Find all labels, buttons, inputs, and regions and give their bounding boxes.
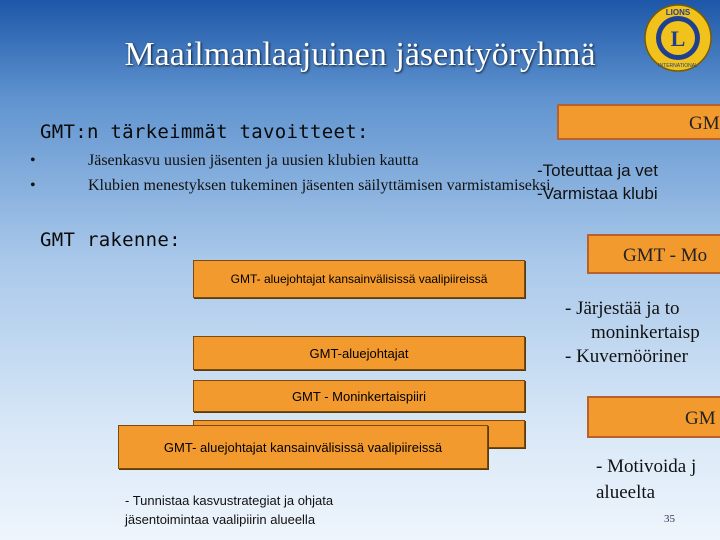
page-number: 35 [664, 513, 675, 525]
right-box-2: GMT - Mo [587, 234, 720, 274]
logo-letter: L [670, 26, 686, 51]
right-box-2-line: - Kuvernööriner [565, 346, 688, 367]
structure-box-international: GMT- aluejohtajat kansainvälisissä vaalipiireissä [193, 260, 525, 298]
right-box-1-line: -Varmistaa klubi [537, 184, 658, 203]
right-box-2-line: moninkertaisp [591, 322, 700, 343]
goal-item: Jäsenkasvu uusien jäsenten ja uusien klubien kautta [88, 152, 419, 169]
right-box-3-line: alueelta [596, 482, 656, 503]
structure-box-multiple-district: GMT - Moninkertaispiiri [193, 380, 525, 412]
bullet-marker: • [30, 177, 36, 194]
structure-note: - Tunnistaa kasvustrategiat ja ohjata jäsentoimintaa vaalipiirin alueella [125, 493, 334, 527]
right-box-1-line: -Toteuttaa ja vet [537, 161, 658, 180]
structure-box-international-front: GMT- aluejohtajat kansainvälisissä vaalipiireissä [118, 425, 488, 469]
structure-heading: GMT rakenne: [40, 229, 181, 251]
lions-logo [643, 3, 713, 73]
right-box-1: GM [557, 104, 720, 140]
bullet-marker: • [30, 152, 36, 169]
right-box-2-line: - Järjestää ja to [565, 298, 680, 319]
goals-heading: GMT:n tärkeimmät tavoitteet: [40, 121, 369, 143]
goal-item: Klubien menestyksen tukeminen jäsenten säilyttämisen varmistamiseksi [88, 177, 551, 194]
structure-box-area-leaders: GMT-aluejohtajat [193, 336, 525, 370]
right-box-3-line: - Motivoida j [596, 456, 697, 477]
logo-bottom-text: INTERNATIONAL [658, 63, 698, 69]
logo-top-text: LIONS [665, 8, 691, 17]
right-box-3: GM [587, 396, 720, 438]
slide-title: Maailmanlaajuinen jäsentyöryhmä [124, 36, 596, 73]
